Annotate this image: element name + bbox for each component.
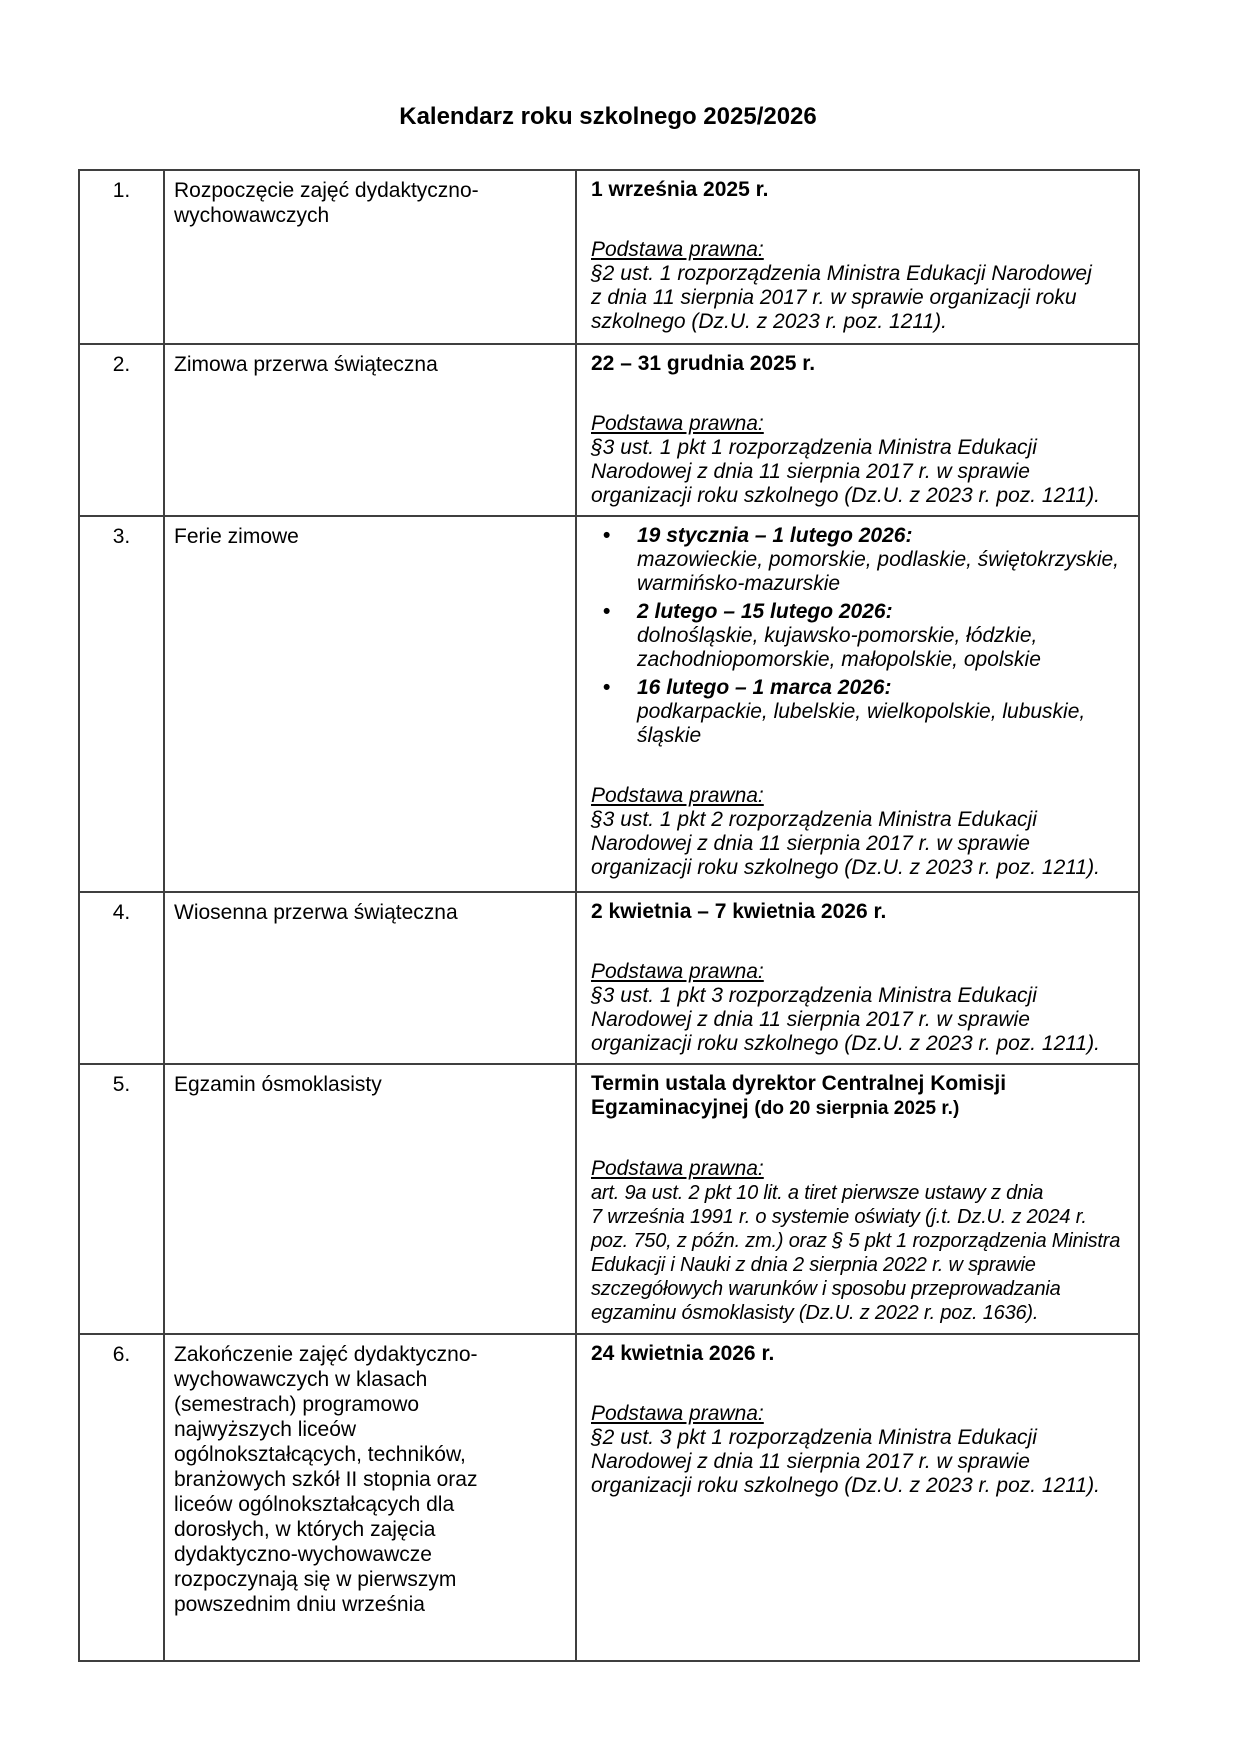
legal-basis-label: Podstawa prawna:	[591, 412, 764, 435]
legal-basis-text: §3 ust. 1 pkt 1 rozporządzenia Ministra Edukacji Narodowej z dnia 11 sierpnia 2017 r. w sprawie organizacji roku szkolnego (Dz.U. z 2023 r. poz. 1211).	[591, 436, 1100, 507]
row-number: 1.	[79, 170, 164, 344]
table-row	[79, 1334, 1139, 1661]
bullet-item	[591, 600, 1132, 672]
row-number: 4.	[79, 892, 164, 1064]
event-date	[591, 1072, 1132, 1121]
bullet-date-range: • 2 lutego – 15 lutego 2026:	[637, 600, 893, 623]
bullet-regions: podkarpackie, lubelskie, wielkopolskie, lubuskie, śląskie	[637, 700, 1086, 747]
table-row	[79, 344, 1139, 516]
event-name: Egzamin ósmoklasisty	[164, 1064, 576, 1334]
exam-date-text: Termin ustala dyrektor Centralnej Komisji Egzaminacyjnej	[591, 1072, 1007, 1119]
legal-basis	[591, 1402, 1132, 1498]
winter-holidays-bullet-list	[591, 524, 1132, 748]
legal-basis-label: Podstawa prawna:	[591, 238, 764, 261]
legal-basis-label: Podstawa prawna:	[591, 1157, 764, 1180]
event-name: Zakończenie zajęć dydaktyczno- wychowawczych w klasach (semestrach) programowo najwyższych liceów ogólnokształcących, techników, branżowych szkół II stopnia oraz liceów ogólnokształcących dla dorosłych, w których zajęcia dydaktyczno-wychowawcze rozpoczynają się w pierwszym powszednim dniu września	[164, 1334, 576, 1661]
bullet-item	[591, 676, 1132, 748]
event-name: Rozpoczęcie zajęć dydaktyczno-wychowawczych	[164, 170, 576, 344]
legal-basis	[591, 1157, 1132, 1325]
calendar-table	[78, 169, 1140, 1662]
table-row	[79, 170, 1139, 344]
legal-basis-label: Podstawa prawna:	[591, 960, 764, 983]
event-date: 1 września 2025 r.	[591, 178, 769, 201]
legal-basis	[591, 412, 1132, 508]
document-title: Kalendarz roku szkolnego 2025/2026	[399, 103, 817, 130]
exam-date-note: (do 20 sierpnia 2025 r.)	[754, 1098, 960, 1119]
legal-basis-text: §3 ust. 1 pkt 3 rozporządzenia Ministra Edukacji Narodowej z dnia 11 sierpnia 2017 r. w sprawie organizacji roku szkolnego (Dz.U. z 2023 r. poz. 1211).	[591, 984, 1100, 1055]
event-date: 22 – 31 grudnia 2025 r.	[591, 352, 816, 375]
event-details	[576, 344, 1139, 516]
row-number: 3.	[79, 516, 164, 892]
legal-basis-label: Podstawa prawna:	[591, 1402, 764, 1425]
event-details	[576, 170, 1139, 344]
bullet-regions: dolnośląskie, kujawsko-pomorskie, łódzkie, zachodniopomorskie, małopolskie, opolskie	[637, 624, 1041, 671]
event-date: 2 kwietnia – 7 kwietnia 2026 r.	[591, 900, 887, 923]
bullet-item	[591, 524, 1132, 596]
bullet-regions: mazowieckie, pomorskie, podlaskie, świętokrzyskie, warmińsko-mazurskie	[637, 548, 1120, 595]
bullet-date-range: • 19 stycznia – 1 lutego 2026:	[637, 524, 913, 547]
row-number: 2.	[79, 344, 164, 516]
table-row	[79, 516, 1139, 892]
legal-basis-label: Podstawa prawna:	[591, 784, 764, 807]
event-name: Ferie zimowe	[164, 516, 576, 892]
legal-basis-text: §2 ust. 3 pkt 1 rozporządzenia Ministra Edukacji Narodowej z dnia 11 sierpnia 2017 r. w sprawie organizacji roku szkolnego (Dz.U. z 2023 r. poz. 1211).	[591, 1426, 1100, 1497]
legal-basis-text: art. 9a ust. 2 pkt 10 lit. a tiret pierwsze ustawy z dnia 7 września 1991 r. o systemie oświaty (j.t. Dz.U. z 2024 r. poz. 750, z późn. zm.) oraz § 5 pkt 1 rozporządzenia Ministra Edukacji i Nauki z dnia 2 sierpnia 2022 r. w sprawie szczegółowych warunków i sposobu przeprowadzania egzaminu ósmoklasisty (Dz.U. z 2022 r. poz. 1636).	[591, 1182, 1121, 1324]
row-number: 5.	[79, 1064, 164, 1334]
bullet-date-range: • 16 lutego – 1 marca 2026:	[637, 676, 892, 699]
event-details	[576, 516, 1139, 892]
event-name: Wiosenna przerwa świąteczna	[164, 892, 576, 1064]
legal-basis-text: §2 ust. 1 rozporządzenia Ministra Edukacji Narodowej z dnia 11 sierpnia 2017 r. w sprawie organizacji roku szkolnego (Dz.U. z 2023 r. poz. 1211).	[591, 262, 1092, 333]
table-row	[79, 892, 1139, 1064]
event-date: 24 kwietnia 2026 r.	[591, 1342, 775, 1365]
legal-basis	[591, 238, 1132, 334]
event-details	[576, 892, 1139, 1064]
event-details	[576, 1334, 1139, 1661]
legal-basis	[591, 784, 1132, 880]
event-name: Zimowa przerwa świąteczna	[164, 344, 576, 516]
row-number: 6.	[79, 1334, 164, 1661]
legal-basis	[591, 960, 1132, 1056]
event-details	[576, 1064, 1139, 1334]
table-row	[79, 1064, 1139, 1334]
legal-basis-text: §3 ust. 1 pkt 2 rozporządzenia Ministra Edukacji Narodowej z dnia 11 sierpnia 2017 r. w sprawie organizacji roku szkolnego (Dz.U. z 2023 r. poz. 1211).	[591, 808, 1100, 879]
